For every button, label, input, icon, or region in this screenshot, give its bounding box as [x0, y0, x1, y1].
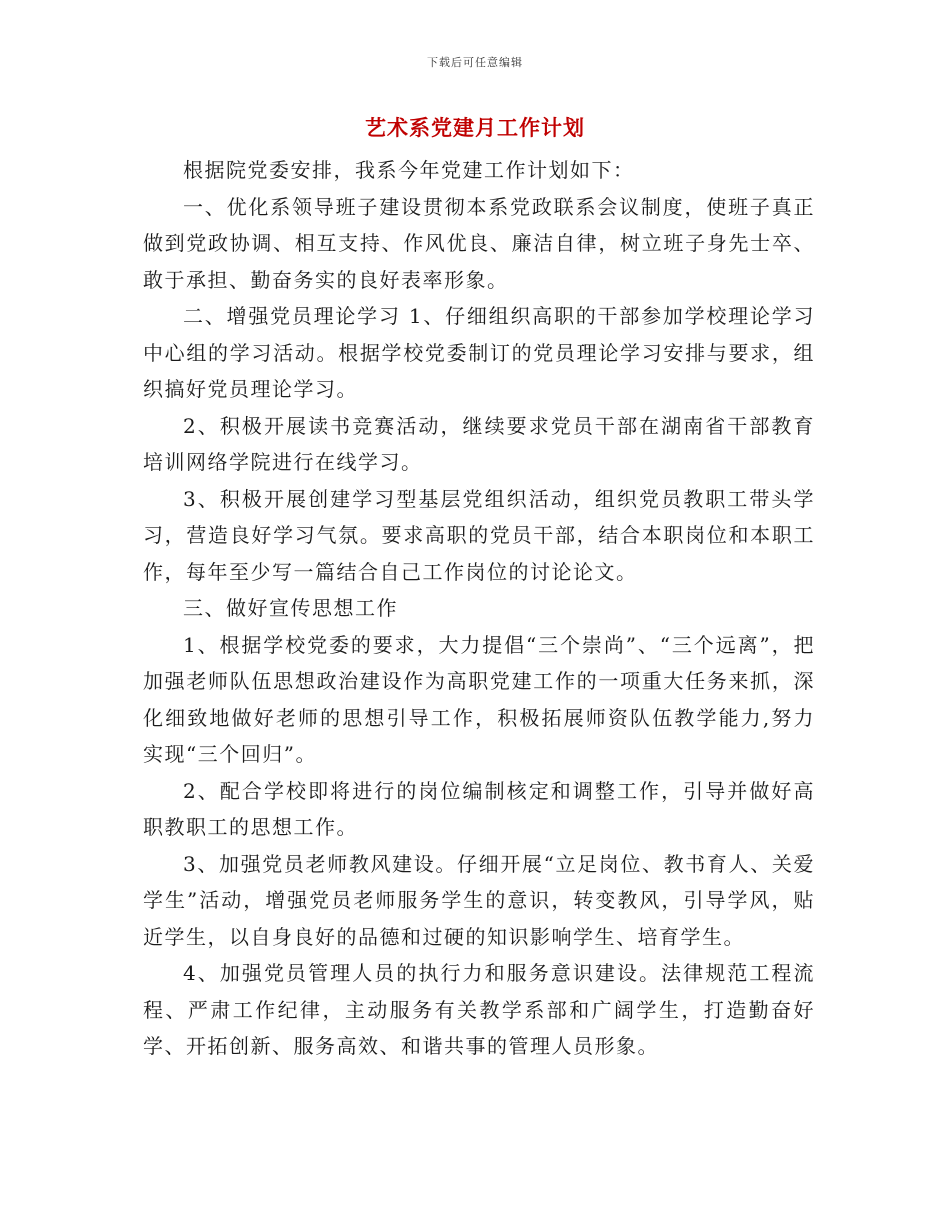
paragraph-section-3-item-2: 2、配合学校即将进行的岗位编制核定和调整工作，引导并做好高职教职工的思想工作。 — [143, 778, 815, 839]
document-body — [143, 152, 815, 1065]
paragraph-section-2: 二、增强党员理论学习 1、仔细组织高职的干部参加学校理论学习中心组的学习活动。根据学校党委制订的党员理论学习安排与要求，组织搞好党员理论学习。 — [143, 304, 815, 401]
document-title: 艺术系党建月工作计划 — [365, 115, 585, 140]
paragraph-section-3-item-4: 4、加强党员管理人员的执行力和服务意识建设。法律规范工程流程、严肃工作纪律，主动服务有关教学系部和广阔学生，打造勤奋好学、开拓创新、服务高效、和谐共事的管理人员形象。 — [143, 961, 815, 1058]
paragraph-section-2-item-3: 3、积极开展创建学习型基层党组织活动，组织党员教职工带头学习，营造良好学习气氛。要求高职的党员干部，结合本职岗位和本职工作，每年至少写一篇结合自己工作岗位的讨论论文。 — [143, 486, 815, 584]
paragraph-section-3: 三、做好宣传思想工作 — [183, 596, 398, 620]
paragraph-section-2-item-2: 2、积极开展读书竞赛活动，继续要求党员干部在湖南省干部教育培训网络学院进行在线学习。 — [143, 413, 815, 474]
paragraph-intro: 根据院党委安排，我系今年党建工作计划如下： — [183, 158, 635, 182]
paragraph-section-3-item-3: 3、加强党员老师教风建设。仔细开展“立足岗位、教书育人、关爱学生”活动，增强党员老师服务学生的意识，转变教风，引导学风，贴近学生，以自身良好的品德和过硬的知识影响学生、培育学生。 — [143, 851, 815, 949]
header-note: 下载后可任意编辑 — [427, 56, 523, 69]
paragraph-section-3-item-1: 1、根据学校党委的要求，大力提倡“三个崇尚”、“三个远离”，把加强老师队伍思想政治建设作为高职党建工作的一项重大任务来抓，深化细致地做好老师的思想引导工作，积极拓展师资队伍教学能力,努力实现“三个回归”。 — [143, 632, 815, 766]
paragraph-section-1: 一、优化系领导班子建设贯彻本系党政联系会议制度，使班子真正做到党政协调、相互支持、作风优良、廉洁自律，树立班子身先士卒、敢于承担、勤奋务实的良好表率形象。 — [143, 194, 815, 292]
